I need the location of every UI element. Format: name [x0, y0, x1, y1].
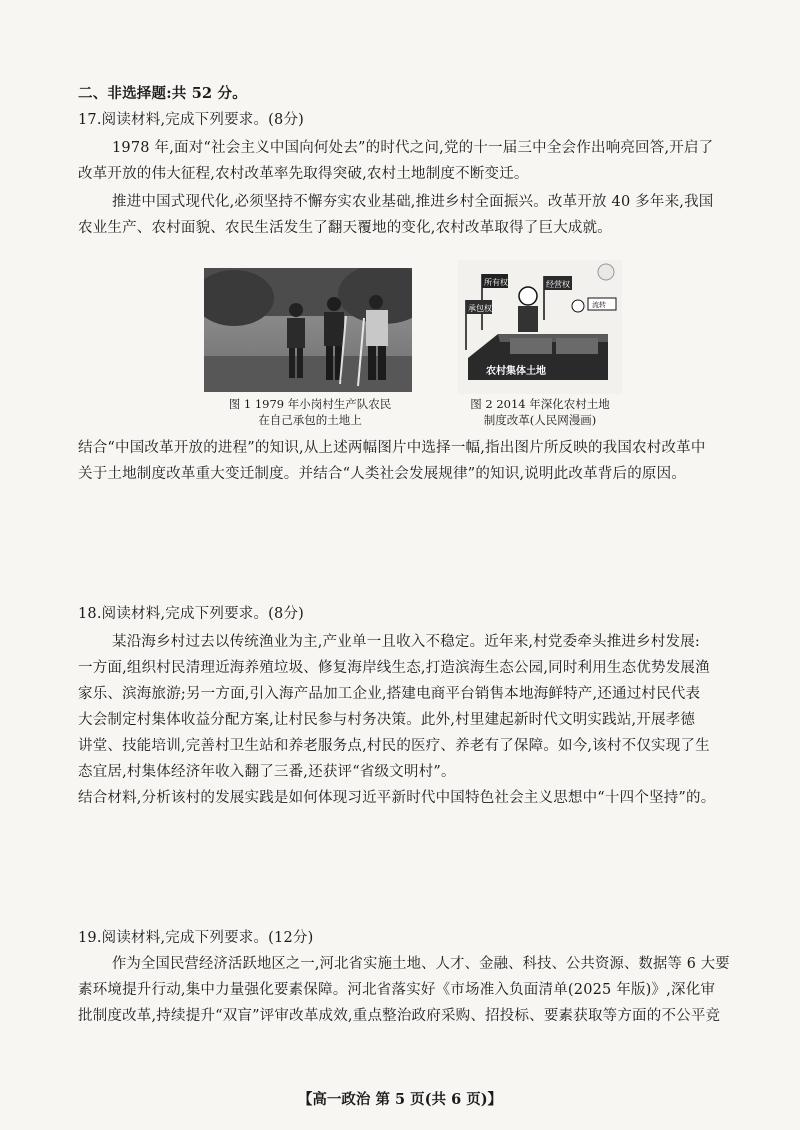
q19-material-line: 批制度改革,持续提升“双盲”评审改革成效,重点整治政府采购、招投标、要素获取等方面的不公平竞 — [78, 1008, 721, 1024]
section-title: 二、非选择题:共 52 分。 — [78, 85, 247, 102]
q19-material-line: 作为全国民营经济活跃地区之一,河北省实施土地、人才、金融、科技、公共资源、数据等 6 大要 — [112, 956, 730, 972]
q17-heading: 17.阅读材料,完成下列要求。(8分) — [78, 112, 305, 128]
q18-material-line: 某沿海乡村过去以传统渔业为主,产业单一且收入不稳定。近年来,村党委牵头推进乡村发展: — [112, 634, 700, 650]
q19-material-line: 素环境提升行动,集中力量强化要素保障。河北省落实好《市场准入负面清单(2025 年版)》,深化审 — [78, 982, 716, 998]
caption-line: 图 2 2014 年深化农村土地 — [470, 397, 610, 411]
q18-material-line: 家乐、滨海旅游;另一方面,引入海产品加工企业,搭建电商平台销售本地海鲜特产,还通过村民代表 — [78, 686, 701, 702]
q18-material-line: 一方面,组织村民清理近海养殖垃圾、修复海岸线生态,打造滨海生态公园,同时利用生态优势发展渔 — [78, 660, 710, 676]
figure-1-caption — [210, 396, 410, 428]
caption-line: 在自己承包的土地上 — [258, 413, 362, 427]
q18-task-line: 结合材料,分析该村的发展实践是如何体现习近平新时代中国特色社会主义思想中“十四个坚持”的。 — [78, 790, 716, 806]
cartoon-flag-label: 流转 — [592, 301, 606, 309]
caption-line: 制度改革(人民网漫画) — [483, 413, 597, 427]
q18-material-line: 大会制定村集体收益分配方案,让村民参与村务决策。此外,村里建起新时代文明实践站,开展孝德 — [78, 712, 696, 728]
q17-material-line: 1978 年,面对“社会主义中国向何处去”的时代之问,党的十一届三中全会作出响亮回答,开启了 — [112, 140, 714, 156]
page-footer: 【高一政治 第 5 页(共 6 页)】 — [297, 1091, 503, 1108]
q18-heading: 18.阅读材料,完成下列要求。(8分) — [78, 606, 305, 622]
q17-material-line: 推进中国式现代化,必须坚持不懈夯实农业基础,推进乡村全面振兴。改革开放 40 多年来,我国 — [112, 194, 714, 210]
q19-heading: 19.阅读材料,完成下列要求。(12分) — [78, 930, 314, 946]
cartoon-base-label: 农村集体土地 — [486, 366, 546, 377]
q18-material-line: 态宜居,村集体经济年收入翻了三番,还获评“省级文明村”。 — [78, 764, 456, 780]
cartoon-flag-label: 经营权 — [546, 280, 570, 289]
figure-1-photo — [204, 268, 412, 392]
q17-task-line: 结合“中国改革开放的进程”的知识,从上述两幅图片中选择一幅,指出图片所反映的我国农村改革中 — [78, 440, 706, 456]
figure-2-cartoon — [458, 260, 622, 394]
caption-line: 图 1 1979 年小岗村生产队农民 — [228, 397, 392, 411]
cartoon-flag-label: 所有权 — [484, 278, 508, 287]
figure-2-caption — [452, 396, 628, 428]
q17-material-line: 改革开放的伟大征程,农村改革率先取得突破,农村土地制度不断变迁。 — [78, 166, 529, 182]
q17-task-line: 关于土地制度改革重大变迁制度。并结合“人类社会发展规律”的知识,说明此改革背后的原因。 — [78, 466, 687, 482]
q17-material-line: 农业生产、农村面貌、农民生活发生了翻天覆地的变化,农村改革取得了巨大成就。 — [78, 220, 613, 236]
q18-material-line: 讲堂、技能培训,完善村卫生站和养老服务点,村民的医疗、养老有了保障。如今,该村不仅实现了生 — [78, 738, 710, 754]
cartoon-flag-label: 承包权 — [468, 304, 492, 313]
